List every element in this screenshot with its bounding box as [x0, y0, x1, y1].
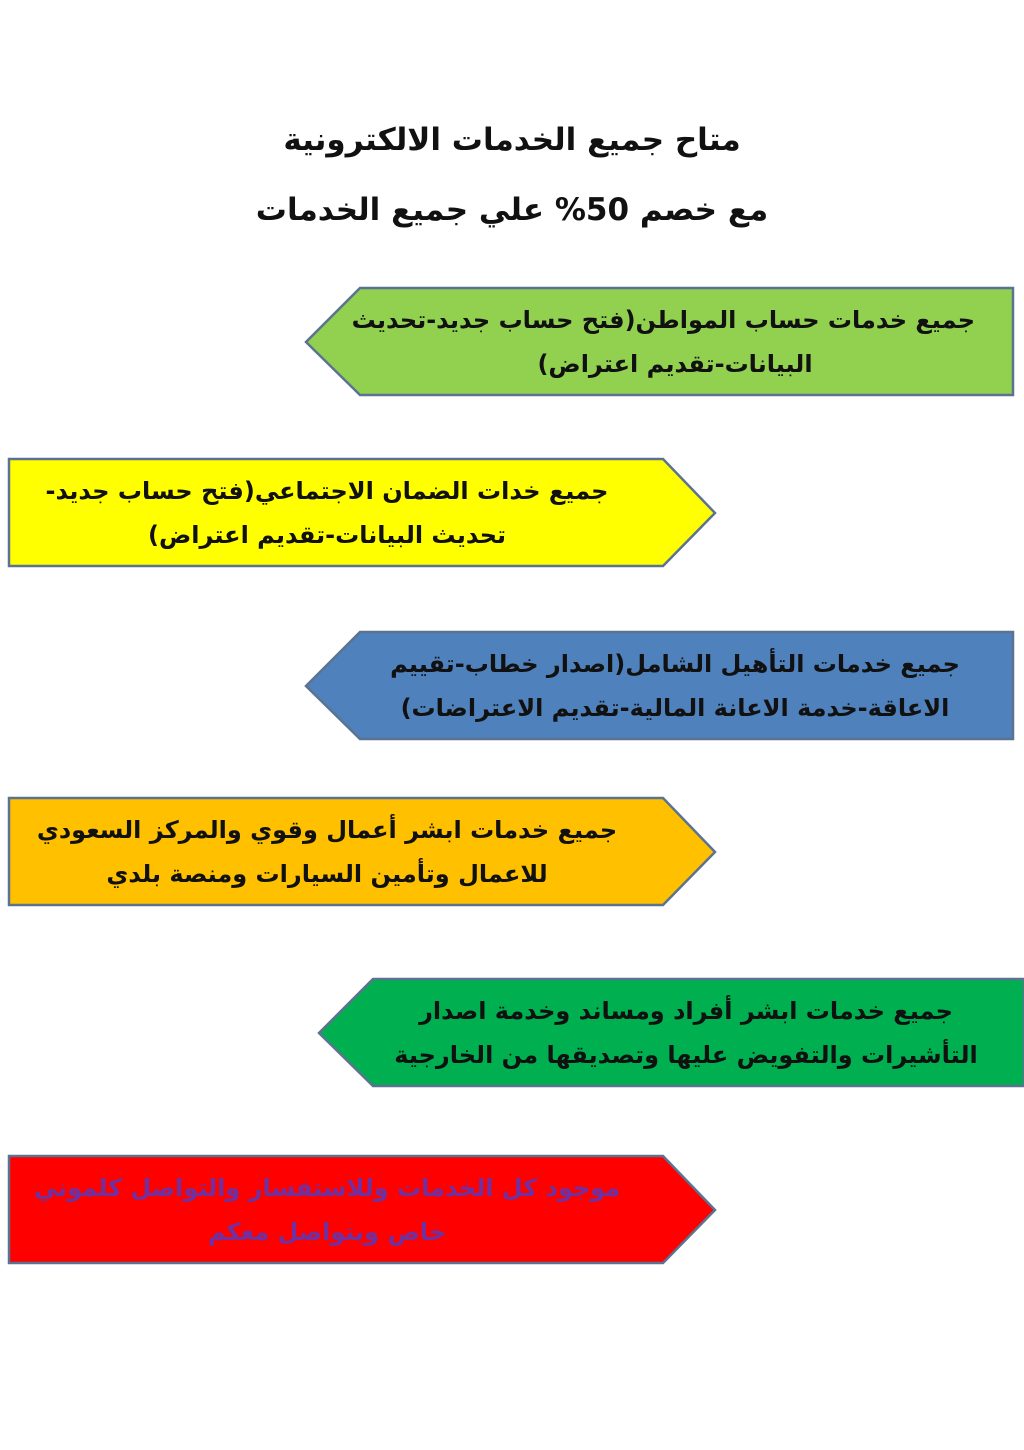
arrow-text-line-1: جميع خدمات ابشر أعمال وقوي والمركز السعودي [36, 816, 618, 844]
arrow-text [351, 287, 975, 397]
arrow-text-line-2: الاعاقة-خدمة الاعانة المالية-تقديم الاعتراضات) [400, 694, 950, 722]
arrow-text-line-2: خاص وبتواصل معكم [207, 1218, 447, 1246]
arrow-text-line-2: التأشيرات والتفويض عليها وتصديقها من الخارجية [394, 1041, 978, 1069]
arrow-text [28, 797, 626, 907]
service-arrow-social-security [8, 458, 716, 568]
arrow-text-line-1: جميع خدمات ابشر أفراد ومساند وخدمة اصدار [419, 997, 953, 1025]
service-arrow-citizen-account [305, 287, 1015, 397]
page-title: متاح جميع الخدمات الالكترونية [283, 122, 741, 158]
service-arrow-contact [8, 1155, 716, 1265]
service-arrow-rehabilitation [305, 631, 1015, 741]
arrow-text-line-2: البيانات-تقديم اعتراض) [537, 350, 813, 378]
arrow-text [28, 458, 626, 568]
arrow-text [375, 631, 975, 741]
page-subtitle: مع خصم 50% علي جميع الخدمات [255, 192, 769, 228]
arrow-text-line-2: تحديث البيانات-تقديم اعتراض) [147, 521, 507, 549]
arrow-text-line-2: للاعمال وتأمين السيارات ومنصة بلدي [106, 860, 548, 888]
arrow-text-line-1: جميع خدمات التأهيل الشامل(اصدار خطاب-تقييم [390, 650, 960, 678]
arrow-text-line-1: موجود كل الخدمات وللاستفسار والتواصل كلموني [33, 1174, 621, 1202]
arrow-text [28, 1155, 626, 1265]
arrow-text-line-1: جميع خدات الضمان الاجتماعي(فتح حساب جديد- [45, 477, 609, 505]
arrow-text-line-1: جميع خدمات حساب المواطن(فتح حساب جديد-تحديث [351, 306, 975, 334]
arrow-text [388, 978, 984, 1088]
service-arrow-absher-individuals [318, 978, 1024, 1088]
service-arrow-absher-business [8, 797, 716, 907]
